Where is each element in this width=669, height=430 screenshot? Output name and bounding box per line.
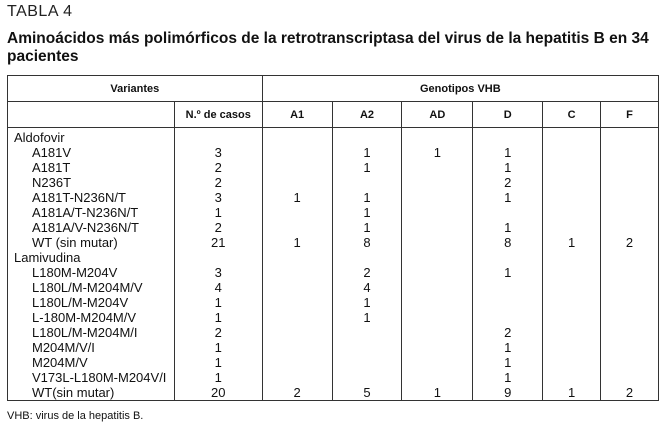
genotype-count-cell — [402, 355, 473, 370]
header-genotype-c: C — [543, 102, 601, 128]
genotype-count-cell — [262, 310, 332, 325]
table-row — [8, 190, 659, 205]
genotype-count-cell — [543, 355, 601, 370]
genotype-count-cell — [402, 128, 473, 146]
genotype-count-cell — [601, 325, 659, 340]
genotype-count-cell — [543, 340, 601, 355]
case-count-cell: 2 — [174, 220, 262, 235]
genotype-count-cell — [473, 128, 543, 146]
table-row — [8, 175, 659, 190]
variant-name: WT (sin mutar) — [8, 235, 175, 250]
variant-name: M204M/V — [8, 355, 175, 370]
genotype-count-cell — [402, 235, 473, 250]
case-count-cell: 3 — [174, 145, 262, 160]
genotype-count-cell: 1 — [543, 385, 601, 401]
variant-name: WT(sin mutar) — [8, 385, 175, 401]
genotype-count-cell — [601, 295, 659, 310]
genotype-count-cell: 1 — [402, 145, 473, 160]
header-genotype-ad: AD — [402, 102, 473, 128]
genotype-count-cell — [262, 128, 332, 146]
variant-name: L180L/M-M204M/I — [8, 325, 175, 340]
genotype-count-cell — [262, 250, 332, 265]
case-count-cell: 2 — [174, 175, 262, 190]
genotype-count-cell — [601, 160, 659, 175]
genotype-count-cell: 1 — [473, 145, 543, 160]
genotype-count-cell — [262, 265, 332, 280]
genotype-count-cell — [473, 295, 543, 310]
case-count-cell: 2 — [174, 160, 262, 175]
genotype-count-cell — [402, 295, 473, 310]
genotype-count-cell — [332, 355, 402, 370]
genotype-count-cell — [262, 220, 332, 235]
case-count-cell: 1 — [174, 310, 262, 325]
header-genotype-f: F — [601, 102, 659, 128]
genotype-count-cell — [402, 205, 473, 220]
case-count-cell: 20 — [174, 385, 262, 401]
table-label: TABLA 4 — [7, 3, 73, 20]
case-count-cell: 1 — [174, 355, 262, 370]
genotype-count-cell: 8 — [473, 235, 543, 250]
genotype-count-cell: 1 — [473, 265, 543, 280]
genotype-count-cell — [543, 220, 601, 235]
genotype-count-cell: 2 — [601, 385, 659, 401]
variant-name: M204M/V/I — [8, 340, 175, 355]
genotype-count-cell — [543, 190, 601, 205]
genotype-count-cell: 1 — [332, 190, 402, 205]
genotype-count-cell: 1 — [262, 235, 332, 250]
table-row — [8, 325, 659, 340]
genotype-count-cell — [543, 175, 601, 190]
genotype-count-cell — [262, 205, 332, 220]
variant-name: L-180M-M204M/V — [8, 310, 175, 325]
case-count-cell: 1 — [174, 295, 262, 310]
genotype-count-cell — [473, 310, 543, 325]
genotype-count-cell: 1 — [473, 355, 543, 370]
table-row — [8, 205, 659, 220]
genotype-count-cell — [262, 355, 332, 370]
variants-table — [7, 75, 659, 402]
genotype-count-cell — [332, 340, 402, 355]
table-row — [8, 295, 659, 310]
genotype-count-cell — [402, 325, 473, 340]
genotype-count-cell — [262, 145, 332, 160]
genotype-count-cell — [601, 310, 659, 325]
case-count-cell: 1 — [174, 370, 262, 385]
group-label: Aldofovir — [8, 128, 175, 146]
genotype-count-cell — [543, 325, 601, 340]
genotype-count-cell — [332, 128, 402, 146]
genotype-count-cell — [543, 160, 601, 175]
table-row — [8, 235, 659, 250]
footnote: VHB: virus de la hepatitis B. — [7, 410, 144, 422]
genotype-count-cell — [601, 175, 659, 190]
genotype-count-cell: 2 — [601, 235, 659, 250]
genotype-count-cell — [402, 220, 473, 235]
genotype-count-cell — [402, 265, 473, 280]
genotype-count-cell: 1 — [332, 295, 402, 310]
genotype-count-cell — [402, 250, 473, 265]
genotype-count-cell: 1 — [262, 190, 332, 205]
genotype-count-cell — [262, 295, 332, 310]
header-genotipos: Genotipos VHB — [262, 76, 658, 102]
genotype-count-cell: 1 — [473, 340, 543, 355]
genotype-count-cell — [601, 205, 659, 220]
table-title: Aminoácidos más polimórficos de la retrotranscriptasa del virus de la hepatitis B en 34 pacientes — [7, 30, 649, 65]
case-count-cell: 3 — [174, 265, 262, 280]
genotype-count-cell: 1 — [402, 385, 473, 401]
genotype-count-cell — [262, 340, 332, 355]
case-count-cell: 21 — [174, 235, 262, 250]
genotype-count-cell — [262, 280, 332, 295]
genotype-count-cell: 8 — [332, 235, 402, 250]
genotype-count-cell: 2 — [262, 385, 332, 401]
genotype-count-cell — [601, 265, 659, 280]
genotype-count-cell: 1 — [332, 310, 402, 325]
header-casos: N.º de casos — [174, 102, 262, 128]
variant-name: A181T-N236N/T — [8, 190, 175, 205]
genotype-count-cell: 2 — [473, 175, 543, 190]
genotype-count-cell: 1 — [473, 160, 543, 175]
genotype-count-cell — [402, 310, 473, 325]
genotype-count-cell — [601, 220, 659, 235]
genotype-count-cell — [601, 250, 659, 265]
table-row — [8, 355, 659, 370]
genotype-count-cell — [332, 370, 402, 385]
genotype-count-cell — [601, 355, 659, 370]
genotype-count-cell — [543, 128, 601, 146]
genotype-count-cell — [473, 250, 543, 265]
header-genotype-a2: A2 — [332, 102, 402, 128]
header-genotype-d: D — [473, 102, 543, 128]
genotype-count-cell: 1 — [473, 220, 543, 235]
table-row — [8, 310, 659, 325]
case-count-cell: 3 — [174, 190, 262, 205]
genotype-count-cell — [543, 370, 601, 385]
genotype-count-cell — [473, 280, 543, 295]
genotype-count-cell — [332, 250, 402, 265]
genotype-count-cell — [601, 280, 659, 295]
genotype-count-cell — [601, 128, 659, 146]
variant-name: A181A/T-N236N/T — [8, 205, 175, 220]
genotype-count-cell — [543, 310, 601, 325]
genotype-count-cell: 1 — [332, 205, 402, 220]
table-row — [8, 265, 659, 280]
genotype-count-cell: 1 — [332, 160, 402, 175]
genotype-count-cell — [601, 340, 659, 355]
table-row — [8, 250, 659, 265]
genotype-count-cell — [543, 145, 601, 160]
genotype-count-cell: 5 — [332, 385, 402, 401]
genotype-count-cell — [262, 175, 332, 190]
table-row — [8, 370, 659, 385]
genotype-count-cell — [543, 205, 601, 220]
genotype-count-cell — [402, 190, 473, 205]
case-count-cell — [174, 128, 262, 146]
genotype-count-cell — [262, 160, 332, 175]
genotype-count-cell — [543, 280, 601, 295]
variant-name: A181V — [8, 145, 175, 160]
genotype-count-cell — [402, 175, 473, 190]
group-label: Lamivudina — [8, 250, 175, 265]
header-variantes: Variantes — [8, 76, 263, 102]
genotype-count-cell: 2 — [473, 325, 543, 340]
genotype-count-cell — [262, 370, 332, 385]
genotype-count-cell: 9 — [473, 385, 543, 401]
genotype-count-cell: 1 — [543, 235, 601, 250]
genotype-count-cell — [262, 325, 332, 340]
genotype-count-cell — [402, 340, 473, 355]
genotype-count-cell — [543, 295, 601, 310]
variant-name: L180L/M-M204V — [8, 295, 175, 310]
genotype-count-cell: 4 — [332, 280, 402, 295]
variant-name: A181A/V-N236N/T — [8, 220, 175, 235]
genotype-count-cell — [601, 370, 659, 385]
genotype-count-cell — [601, 190, 659, 205]
header-genotype-a1: A1 — [262, 102, 332, 128]
variant-name: N236T — [8, 175, 175, 190]
table-row — [8, 220, 659, 235]
variant-name: L180M-M204V — [8, 265, 175, 280]
genotype-count-cell — [402, 160, 473, 175]
case-count-cell — [174, 250, 262, 265]
genotype-count-cell: 1 — [332, 145, 402, 160]
variant-name: V173L-L180M-M204V/I — [8, 370, 175, 385]
genotype-count-cell — [473, 205, 543, 220]
genotype-count-cell — [402, 280, 473, 295]
case-count-cell: 4 — [174, 280, 262, 295]
genotype-count-cell — [332, 175, 402, 190]
case-count-cell: 2 — [174, 325, 262, 340]
genotype-count-cell — [601, 145, 659, 160]
genotype-count-cell: 1 — [473, 190, 543, 205]
table-row — [8, 340, 659, 355]
table-row — [8, 385, 659, 401]
variant-name: L180L/M-M204M/V — [8, 280, 175, 295]
table-row — [8, 128, 659, 146]
table-row — [8, 145, 659, 160]
case-count-cell: 1 — [174, 205, 262, 220]
table-row — [8, 160, 659, 175]
header-blank — [8, 102, 175, 128]
genotype-count-cell — [543, 265, 601, 280]
genotype-count-cell: 1 — [473, 370, 543, 385]
table-row — [8, 280, 659, 295]
table-body — [8, 128, 659, 401]
genotype-count-cell — [402, 370, 473, 385]
genotype-count-cell: 2 — [332, 265, 402, 280]
genotype-count-cell — [543, 250, 601, 265]
genotype-count-cell — [332, 325, 402, 340]
case-count-cell: 1 — [174, 340, 262, 355]
variant-name: A181T — [8, 160, 175, 175]
genotype-count-cell: 1 — [332, 220, 402, 235]
